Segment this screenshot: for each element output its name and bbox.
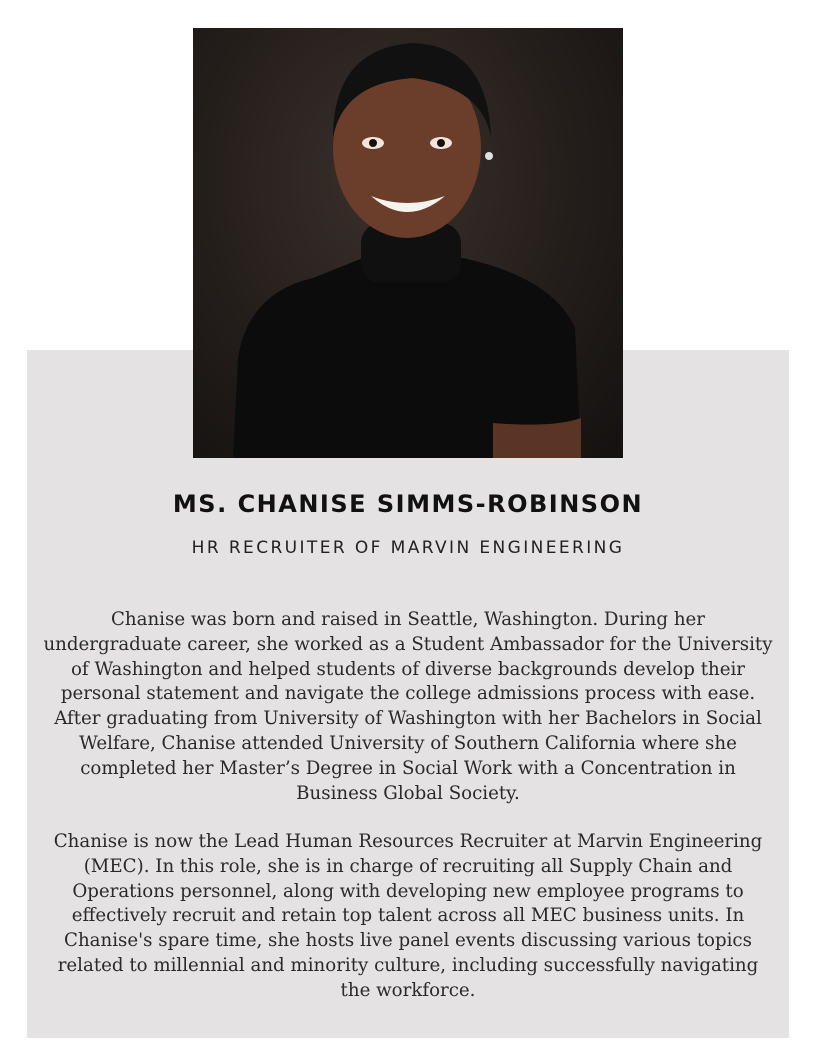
profile-photo xyxy=(193,28,623,458)
portrait-illustration xyxy=(193,28,623,458)
bio-paragraph: Chanise is now the Lead Human Resources Recruiter at Marvin Engineering (MEC). In this role, she is in charge of recruiting all Supply Chain and Operations personnel, along with developing new employee programs to effectively recruit and retain top talent across all MEC business units. In Chanise's spare time, she hosts live panel events discussing various topics related to millennial and minority culture, including successfully navigating the workforce. xyxy=(53,831,763,1001)
profile-job-title: HR RECRUITER OF MARVIN ENGINEERING xyxy=(191,538,625,558)
bio-paragraph: Chanise was born and raised in Seattle, Washington. During her undergraduate career, she worked as a Student Ambassador for the University of Washington and helped students of diverse backgrounds develop their personal statement and navigate the college admissions process with ease. After graduating from University of Washington with her Bachelors in Social Welfare, Chanise attended University of Southern California where she completed her Master’s Degree in Social Work with a Concentration in Business Global Society. xyxy=(43,609,773,804)
profile-name: MS. CHANISE SIMMS-ROBINSON xyxy=(172,490,644,518)
